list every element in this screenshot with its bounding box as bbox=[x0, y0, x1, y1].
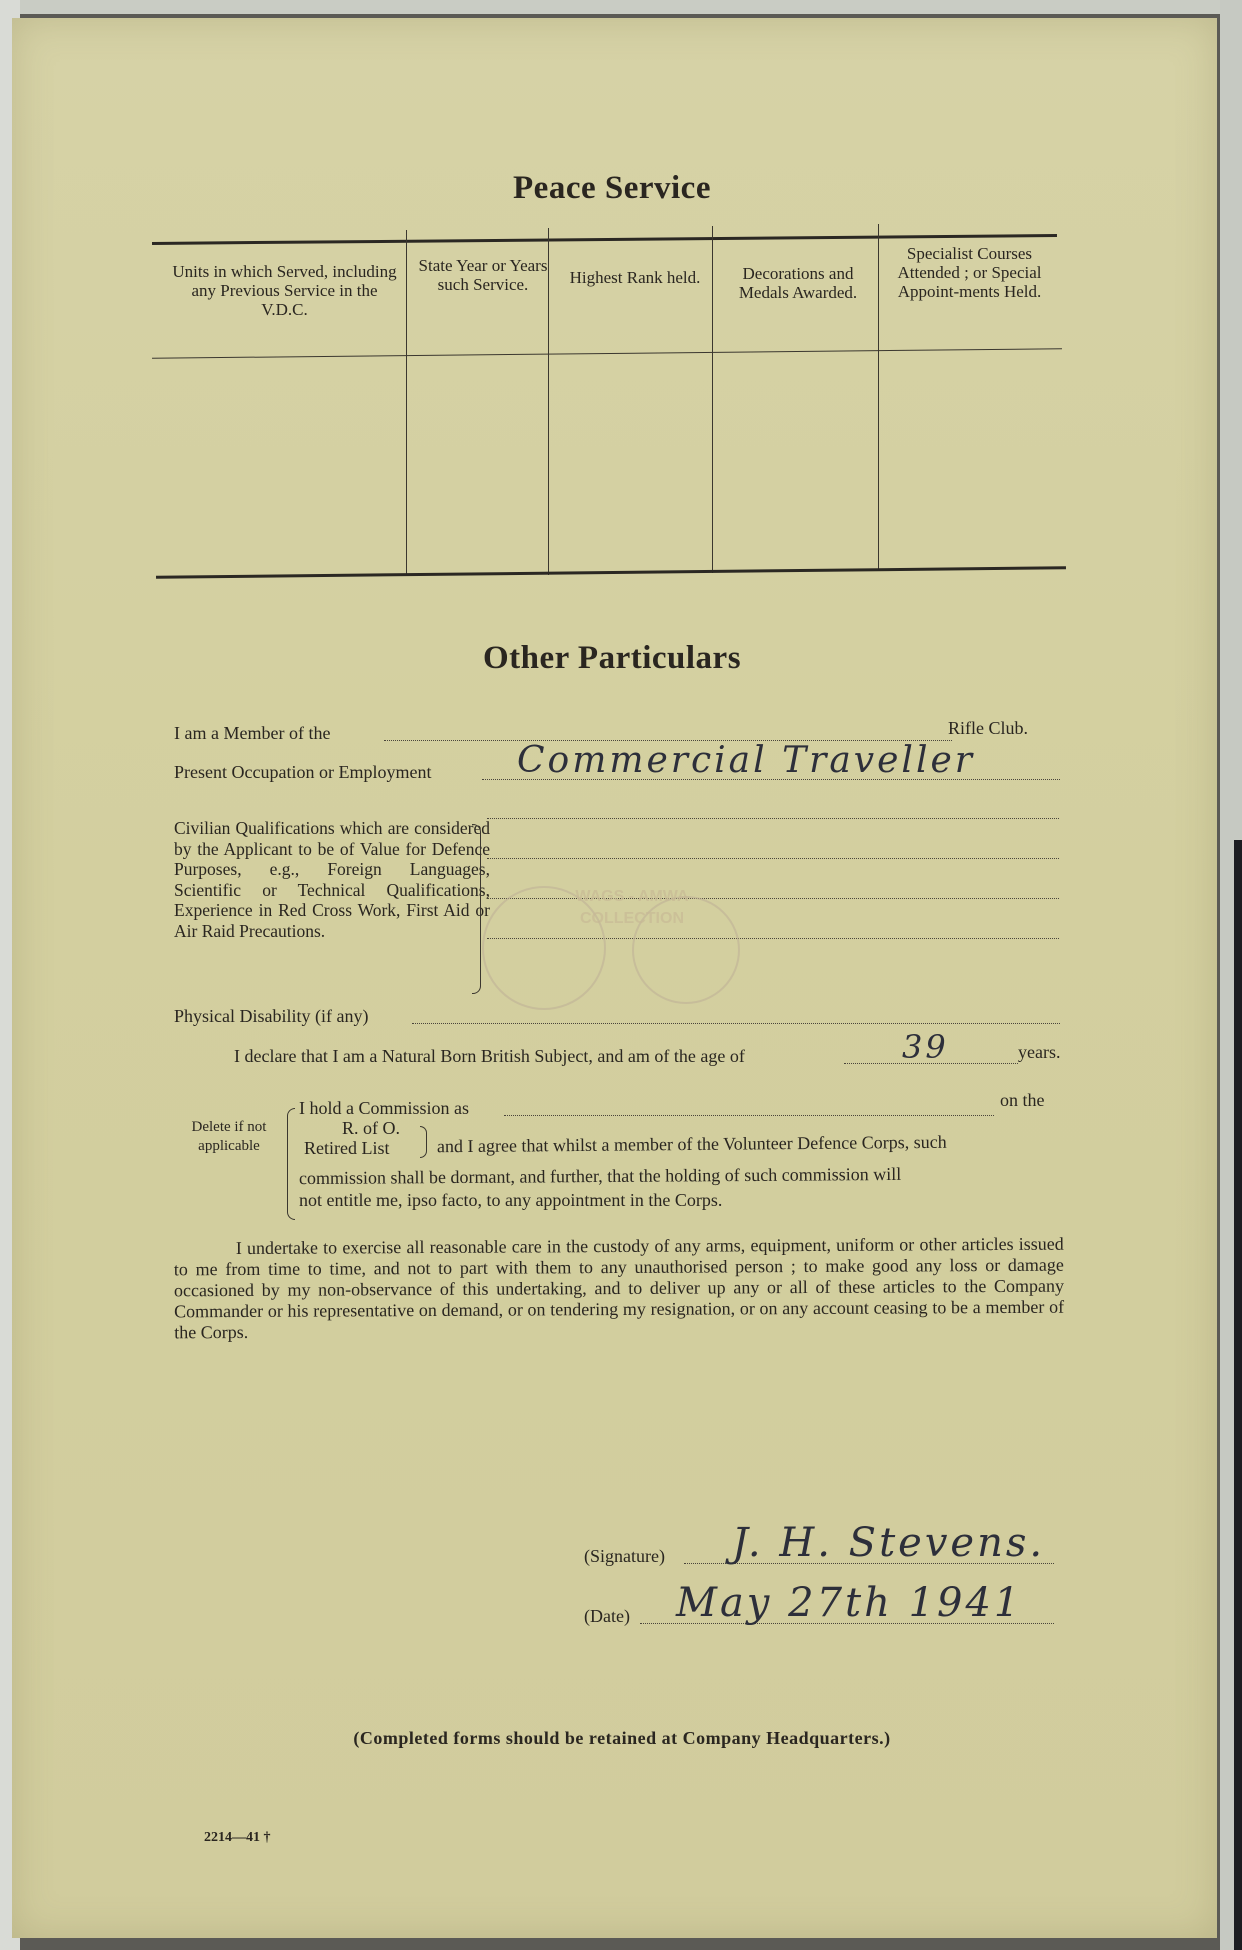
column-header-decorations: Decorations and Medals Awarded. bbox=[738, 264, 858, 302]
commission-label: I hold a Commission as bbox=[299, 1098, 469, 1118]
table-bottom-rule bbox=[156, 566, 1066, 579]
delete-note: Delete if not applicable bbox=[191, 1119, 267, 1154]
delete-brace bbox=[287, 1108, 295, 1220]
civilian-field-line[interactable] bbox=[487, 858, 1059, 859]
civilian-qualifications-text: Civilian Qualifications which are considered by the Applicant to be of Value for Defence Purposes, e.g., Foreign Languages, Scientific or Technical Qualifications, Experience in Red Cross Work, First Aid or Air Raid Precautions. bbox=[174, 818, 490, 941]
occupation-value: Commercial Traveller bbox=[517, 740, 975, 781]
declaration-suffix: years. bbox=[1018, 1042, 1061, 1062]
table-column-divider bbox=[878, 224, 879, 569]
declaration-label: I declare that I am a Natural Born British Subject, and am of the age of bbox=[234, 1046, 745, 1066]
ro-brace bbox=[420, 1126, 427, 1158]
column-header-units: Units in which Served, including any Previous Service in the V.D.C. bbox=[172, 262, 397, 319]
civilian-brace bbox=[472, 824, 481, 994]
form-code: 2214—41 † bbox=[204, 1830, 271, 1845]
column-header-rank: Highest Rank held. bbox=[569, 268, 701, 287]
commission-line-3: commission shall be dormant, and further, that the holding of such commission will bbox=[298, 1163, 902, 1189]
backdrop bbox=[0, 0, 1242, 14]
commission-line-2: and I agree that whilst a member of the Volunteer Defence Corps, such bbox=[436, 1131, 947, 1157]
table-header-rule bbox=[152, 348, 1062, 359]
member-label: I am a Member of the bbox=[174, 723, 331, 743]
table-column-divider bbox=[406, 230, 407, 575]
commission-line-4: not entitle me, ipso facto, to any appointment in the Corps. bbox=[299, 1190, 723, 1210]
peace-service-title: Peace Service bbox=[513, 170, 711, 206]
signature-value: J. H. Stevens. bbox=[732, 1520, 1046, 1566]
member-suffix: Rifle Club. bbox=[948, 718, 1028, 738]
disability-field[interactable] bbox=[412, 1023, 1060, 1024]
collection-stamp-text: WAGS - AMWA COLLECTION bbox=[575, 888, 689, 927]
footer-note: (Completed forms should be retained at Company Headquarters.) bbox=[353, 1728, 891, 1748]
column-header-specialist: Specialist Courses Attended ; or Special Appoint-ments Held. bbox=[897, 244, 1042, 301]
date-label: (Date) bbox=[584, 1606, 630, 1626]
civilian-field-line[interactable] bbox=[487, 818, 1059, 819]
commission-on-the: on the bbox=[1000, 1090, 1045, 1110]
disability-label: Physical Disability (if any) bbox=[174, 1006, 369, 1026]
backdrop bbox=[1234, 840, 1242, 1950]
column-header-years: State Year or Years such Service. bbox=[418, 256, 548, 294]
other-particulars-title: Other Particulars bbox=[482, 640, 742, 676]
ro-label: R. of O. bbox=[342, 1118, 400, 1138]
date-value: May 27th 1941 bbox=[676, 1580, 1023, 1626]
retired-list-label: Retired List bbox=[304, 1138, 390, 1158]
age-value: 39 bbox=[902, 1028, 949, 1066]
table-column-divider bbox=[712, 226, 713, 573]
civilian-qualifications-label bbox=[174, 818, 490, 941]
form-page bbox=[12, 18, 1217, 1938]
commission-field[interactable] bbox=[504, 1115, 994, 1116]
signature-label: (Signature) bbox=[584, 1546, 665, 1566]
occupation-label: Present Occupation or Employment bbox=[174, 762, 432, 782]
table-column-divider bbox=[548, 228, 549, 575]
undertaking-paragraph: I undertake to exercise all reasonable care in the custody of any arms, equipment, uniform or other articles issued to me from time to time, and not to part with them to any unauthorised person ; to make good any loss or damage occasioned by my non-observance of this undertaking, and to deliver up any or all of these articles to the Company Commander or his representative on demand, or on tendering my resignation, or on any account ceasing to be a member of the Corps. bbox=[173, 1233, 1065, 1343]
